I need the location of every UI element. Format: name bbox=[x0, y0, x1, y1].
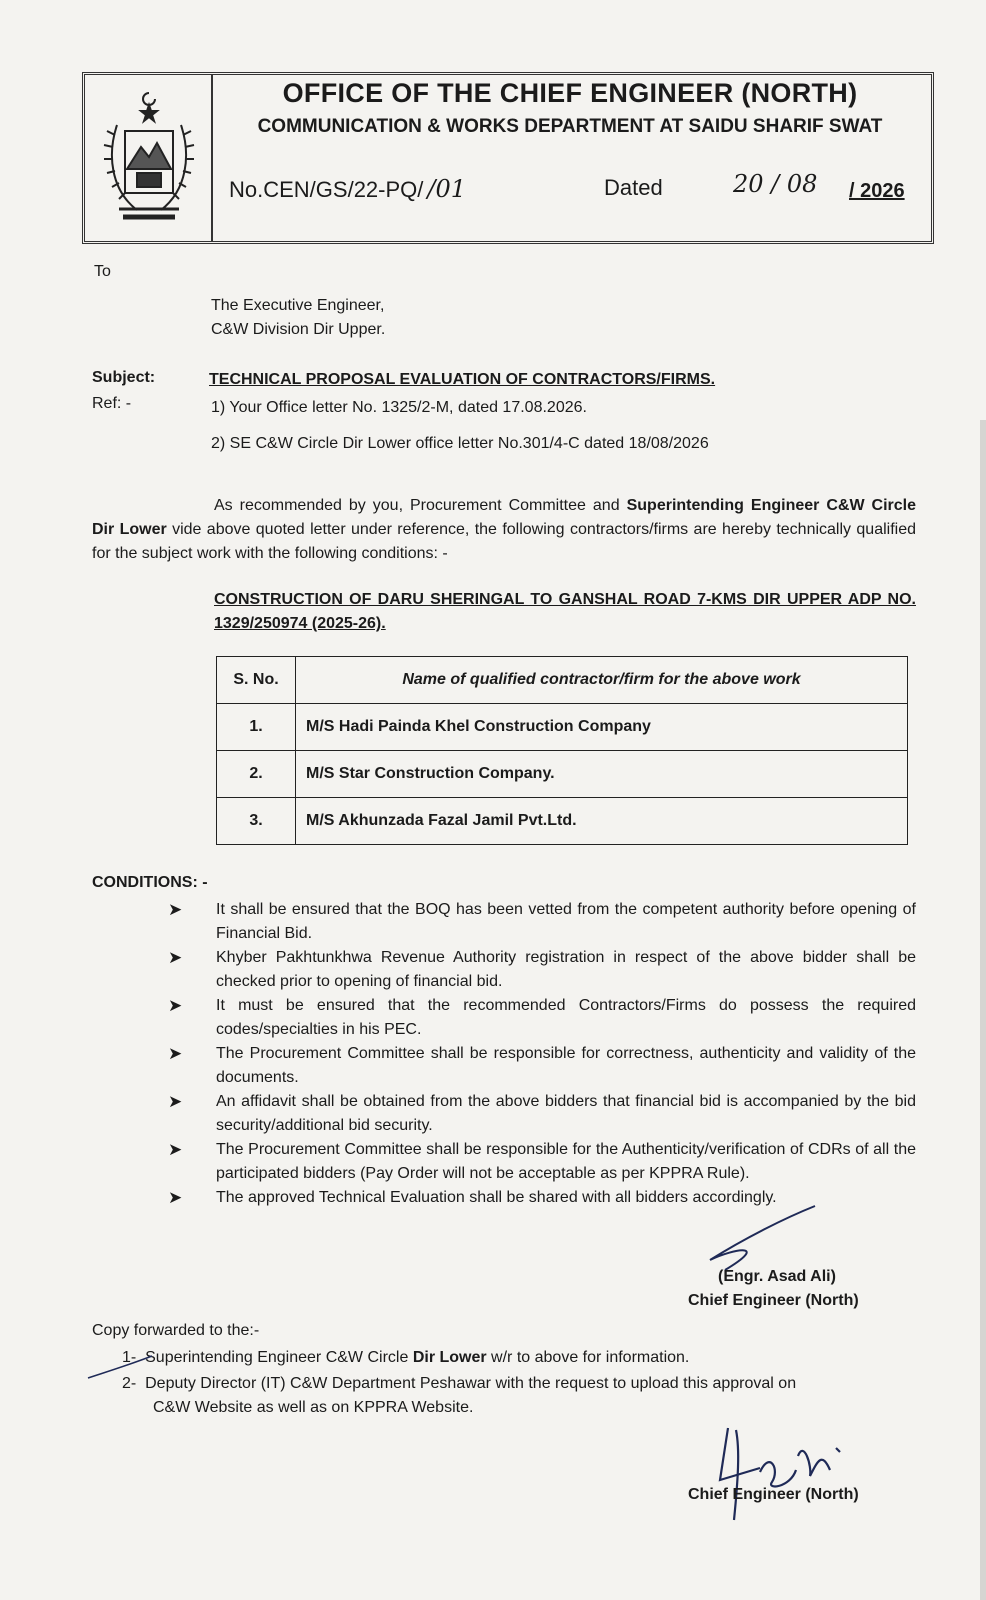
logo-cell bbox=[85, 75, 213, 241]
subject-text: TECHNICAL PROPOSAL EVALUATION OF CONTRACTORS/FIRMS. bbox=[209, 371, 716, 388]
ref-label: Ref: - bbox=[92, 395, 132, 412]
condition-item bbox=[168, 898, 916, 946]
subject-label: Subject: bbox=[92, 369, 156, 386]
arrowhead-bullet-icon: ➤ bbox=[168, 1188, 183, 1207]
qualified-firms-table bbox=[216, 656, 908, 845]
copy-item-bold: Dir Lower bbox=[412, 1349, 487, 1366]
condition-text: The approved Technical Evaluation shall be shared with all bidders accordingly. bbox=[216, 1189, 777, 1206]
condition-item bbox=[168, 946, 916, 994]
body-text-bold: Superintending Engineer C&W Circle Dir Lower bbox=[92, 497, 917, 538]
copy-item-2-continued: C&W Website as well as on KPPRA Website. bbox=[153, 1399, 474, 1416]
work-title: CONSTRUCTION OF DARU SHERINGAL TO GANSHAL ROAD 7-KMS DIR UPPER ADP NO. 1329/250974 (2025-26). bbox=[214, 591, 916, 632]
table-header-row bbox=[217, 657, 908, 704]
row-number: 1. bbox=[217, 704, 296, 751]
arrowhead-bullet-icon: ➤ bbox=[168, 1140, 183, 1159]
copy-item-2 bbox=[122, 1372, 796, 1396]
table-row bbox=[217, 798, 908, 845]
letter-number-label: No.CEN/GS/22-PQ/ bbox=[229, 177, 424, 202]
arrowhead-bullet-icon: ➤ bbox=[168, 948, 183, 967]
column-header-firm: Name of qualified contractor/firm for the above work bbox=[296, 657, 908, 704]
condition-text: The Procurement Committee shall be responsible for correctness, authenticity and validity of the documents. bbox=[216, 1045, 916, 1086]
copy-item-1 bbox=[122, 1346, 689, 1370]
signatory-title: Chief Engineer (North) bbox=[688, 1292, 859, 1309]
conditions-label: CONDITIONS: - bbox=[92, 874, 208, 891]
office-title: OFFICE OF THE CHIEF ENGINEER (NORTH) bbox=[282, 78, 858, 108]
condition-item bbox=[168, 994, 916, 1042]
copy-item-text: Deputy Director (IT) C&W Department Peshawar with the request to upload this approval on bbox=[145, 1375, 797, 1392]
copy-item-text: Superintending Engineer C&W Circle bbox=[145, 1349, 413, 1366]
condition-item bbox=[168, 1042, 916, 1090]
final-signatory-title: Chief Engineer (North) bbox=[688, 1486, 859, 1503]
condition-item bbox=[168, 1138, 916, 1186]
copy-item-number: 1- bbox=[122, 1349, 137, 1366]
to-label: To bbox=[94, 263, 111, 280]
handwritten-signature bbox=[700, 1410, 880, 1530]
kp-government-emblem-icon bbox=[97, 85, 201, 235]
condition-text: An affidavit shall be obtained from the above bidders that financial bid is accompanied by the bid security/additional bid security. bbox=[216, 1093, 916, 1134]
dated-label: Dated bbox=[604, 175, 663, 200]
body-text-1: As recommended by you, Procurement Committee and bbox=[214, 497, 627, 514]
condition-text: Khyber Pakhtunkhwa Revenue Authority registration in respect of the above bidder shall be checked prior to opening of financial bid. bbox=[216, 949, 916, 990]
condition-text: It must be ensured that the recommended Contractors/Firms do possess the required codes/specialties in his PEC. bbox=[216, 997, 916, 1038]
copy-item-number: 2- bbox=[122, 1375, 137, 1392]
firm-name: M/S Akhunzada Fazal Jamil Pvt.Ltd. bbox=[296, 798, 908, 845]
table-row bbox=[217, 751, 908, 798]
ref-item-1: 1) Your Office letter No. 1325/2-M, dated 17.08.2026. bbox=[211, 399, 587, 416]
copy-forwarded-label: Copy forwarded to the:- bbox=[92, 1322, 260, 1339]
row-number: 3. bbox=[217, 798, 296, 845]
body-text-2: vide above quoted letter under reference, the following contractors/firms are hereby technically qualified for the subject work with the following conditions: - bbox=[92, 521, 916, 562]
condition-text: The Procurement Committee shall be responsible for the Authenticity/verification of CDRs of all the participated bidders (Pay Order will not be acceptable as per KPPRA Rule). bbox=[216, 1141, 916, 1182]
scrollbar[interactable] bbox=[980, 420, 986, 1600]
condition-item bbox=[168, 1090, 916, 1138]
arrowhead-bullet-icon: ➤ bbox=[168, 1044, 183, 1063]
firm-name: M/S Star Construction Company. bbox=[296, 751, 908, 798]
arrowhead-bullet-icon: ➤ bbox=[168, 1092, 183, 1111]
arrowhead-bullet-icon: ➤ bbox=[168, 900, 183, 919]
conditions-list bbox=[168, 898, 916, 1210]
column-header-sno: S. No. bbox=[217, 657, 296, 704]
addressee-line-1: The Executive Engineer, bbox=[211, 297, 385, 314]
signature-stroke bbox=[690, 1198, 830, 1278]
condition-text: It shall be ensured that the BOQ has been vetted from the competent authority before opening of Financial Bid. bbox=[216, 901, 916, 942]
table-row bbox=[217, 704, 908, 751]
department-name: COMMUNICATION & WORKS DEPARTMENT AT SAIDU SHARIF SWAT bbox=[257, 116, 883, 137]
date-handwritten: 20 / 08 bbox=[733, 170, 818, 198]
letter-number-handwritten: /01 bbox=[427, 175, 467, 203]
addressee-line-2: C&W Division Dir Upper. bbox=[211, 321, 386, 338]
firm-name: M/S Hadi Painda Khel Construction Company bbox=[296, 704, 908, 751]
copy-item-text-end: w/r to above for information. bbox=[486, 1349, 690, 1366]
letter-number bbox=[229, 175, 466, 203]
row-number: 2. bbox=[217, 751, 296, 798]
arrowhead-bullet-icon: ➤ bbox=[168, 996, 183, 1015]
signatory-name: (Engr. Asad Ali) bbox=[718, 1268, 836, 1285]
ref-item-2: 2) SE C&W Circle Dir Lower office letter No.301/4-C dated 18/08/2026 bbox=[211, 435, 709, 452]
body-paragraph bbox=[92, 494, 916, 566]
date-year: / 2026 bbox=[849, 180, 905, 202]
